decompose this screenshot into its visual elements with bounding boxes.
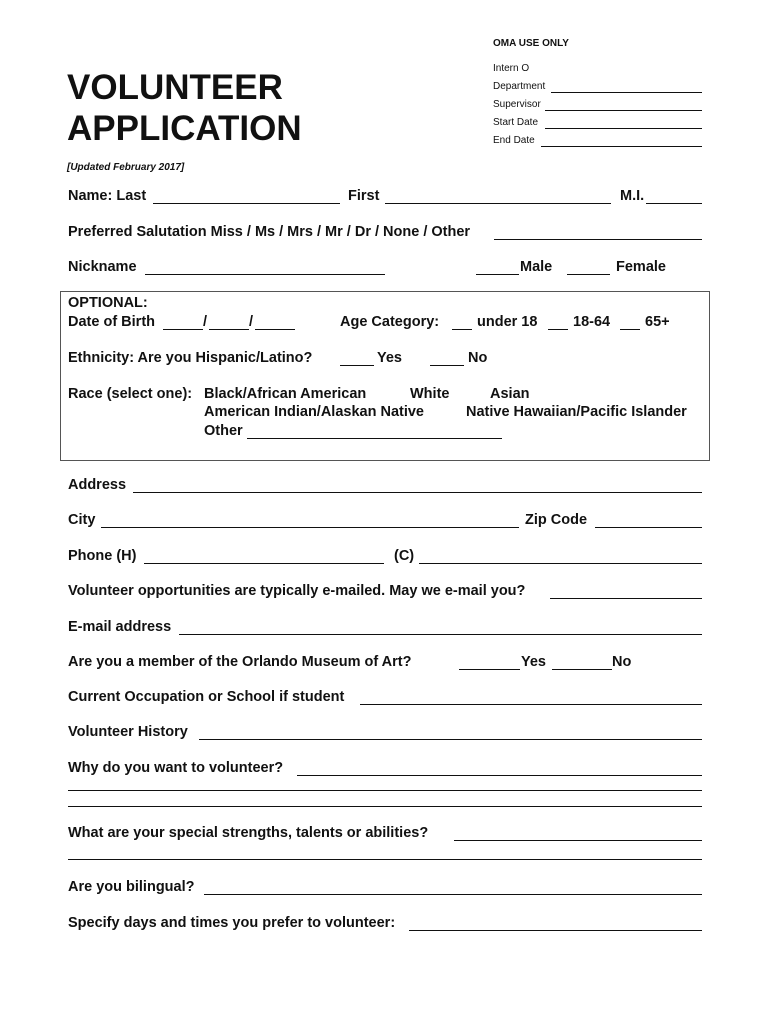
name-mi-label: M.I. (620, 188, 645, 204)
optional-title: OPTIONAL: (68, 295, 148, 311)
male-label: Male (520, 259, 553, 275)
days-times-line[interactable] (409, 930, 702, 931)
zip-label: Zip Code (525, 512, 588, 528)
days-times-label: Specify days and times you prefer to volunteer: (68, 915, 396, 931)
member-yes-label: Yes (521, 654, 546, 670)
why-volunteer-line-2[interactable] (68, 790, 702, 791)
supervisor-line[interactable] (545, 110, 702, 111)
ethnicity-yes-line[interactable] (340, 365, 374, 366)
city-line[interactable] (101, 527, 519, 528)
strengths-line-2[interactable] (68, 859, 702, 860)
dob-slash-2: / (249, 314, 254, 330)
office-use-title: OMA USE ONLY (493, 38, 569, 49)
zip-line[interactable] (595, 527, 702, 528)
bilingual-label: Are you bilingual? (68, 879, 195, 895)
volunteer-history-label: Volunteer History (68, 724, 188, 740)
nickname-label: Nickname (68, 259, 137, 275)
office-field-department: Department (493, 81, 546, 92)
volunteer-history-line[interactable] (199, 739, 702, 740)
salutation-other-line[interactable] (494, 239, 702, 240)
address-line[interactable] (133, 492, 702, 493)
race-other-line[interactable] (247, 438, 502, 439)
race-option-asian[interactable]: Asian (490, 386, 530, 402)
office-field-supervisor: Supervisor (493, 99, 541, 110)
dob-label: Date of Birth (68, 314, 155, 330)
office-field-start-date: Start Date (493, 117, 539, 128)
email-address-line[interactable] (179, 634, 702, 635)
name-last-line[interactable] (153, 203, 340, 204)
email-address-label: E-mail address (68, 619, 172, 635)
race-label: Race (select one): (68, 386, 193, 402)
member-no-line[interactable] (552, 669, 612, 670)
occupation-label: Current Occupation or School if student (68, 689, 345, 705)
form-title-line1: VOLUNTEER (67, 68, 283, 107)
age-under-18-label: under 18 (477, 314, 538, 330)
strengths-label: What are your special strengths, talents or abilities? (68, 825, 429, 841)
why-volunteer-line-1[interactable] (297, 775, 702, 776)
age-category-label: Age Category: (340, 314, 440, 330)
race-option-american-indian[interactable]: American Indian/Alaskan Native (204, 404, 424, 420)
name-first-label: First (348, 188, 380, 204)
email-permission-label: Volunteer opportunities are typically e-mailed. May we e-mail you? (68, 583, 526, 599)
name-first-line[interactable] (385, 203, 611, 204)
start-date-line[interactable] (545, 128, 702, 129)
ethnicity-yes-label: Yes (377, 350, 402, 366)
member-question-label: Are you a member of the Orlando Museum of Art? (68, 654, 412, 670)
why-volunteer-label: Why do you want to volunteer? (68, 760, 284, 776)
age-18-64-line[interactable] (548, 329, 568, 330)
ethnicity-no-label: No (468, 350, 488, 366)
strengths-line-1[interactable] (454, 840, 702, 841)
race-option-other[interactable]: Other (204, 423, 243, 439)
race-option-white[interactable]: White (410, 386, 450, 402)
form-title-line2: APPLICATION (67, 109, 302, 148)
address-label: Address (68, 477, 127, 493)
male-line[interactable] (476, 274, 519, 275)
dob-slash-1: / (203, 314, 208, 330)
female-line[interactable] (567, 274, 610, 275)
ethnicity-label: Ethnicity: Are you Hispanic/Latino? (68, 350, 313, 366)
age-under-18-line[interactable] (452, 329, 472, 330)
race-option-native-hawaiian[interactable]: Native Hawaiian/Pacific Islander (466, 404, 687, 420)
female-label: Female (616, 259, 666, 275)
office-field-intern: Intern O (493, 63, 530, 74)
phone-cell-label: (C) (394, 548, 415, 564)
salutation-label: Preferred Salutation Miss / Ms / Mrs / Mr / Dr / None / Other (68, 224, 471, 240)
occupation-line[interactable] (360, 704, 702, 705)
department-line[interactable] (551, 92, 702, 93)
updated-note: [Updated February 2017] (67, 162, 185, 173)
race-option-black[interactable]: Black/African American (204, 386, 367, 402)
phone-home-line[interactable] (144, 563, 384, 564)
end-date-line[interactable] (541, 146, 702, 147)
name-last-label: Name: Last (68, 188, 147, 204)
name-mi-line[interactable] (646, 203, 702, 204)
why-volunteer-line-3[interactable] (68, 806, 702, 807)
phone-home-label: Phone (H) (68, 548, 137, 564)
age-65-plus-label: 65+ (645, 314, 670, 330)
age-18-64-label: 18-64 (573, 314, 611, 330)
nickname-line[interactable] (145, 274, 385, 275)
city-label: City (68, 512, 96, 528)
office-field-end-date: End Date (493, 135, 535, 146)
phone-cell-line[interactable] (419, 563, 702, 564)
dob-month-line[interactable] (163, 329, 203, 330)
member-yes-line[interactable] (459, 669, 520, 670)
bilingual-line[interactable] (204, 894, 702, 895)
dob-year-line[interactable] (255, 329, 295, 330)
member-no-label: No (612, 654, 632, 670)
dob-day-line[interactable] (209, 329, 249, 330)
age-65-plus-line[interactable] (620, 329, 640, 330)
email-permission-line[interactable] (550, 598, 702, 599)
ethnicity-no-line[interactable] (430, 365, 464, 366)
